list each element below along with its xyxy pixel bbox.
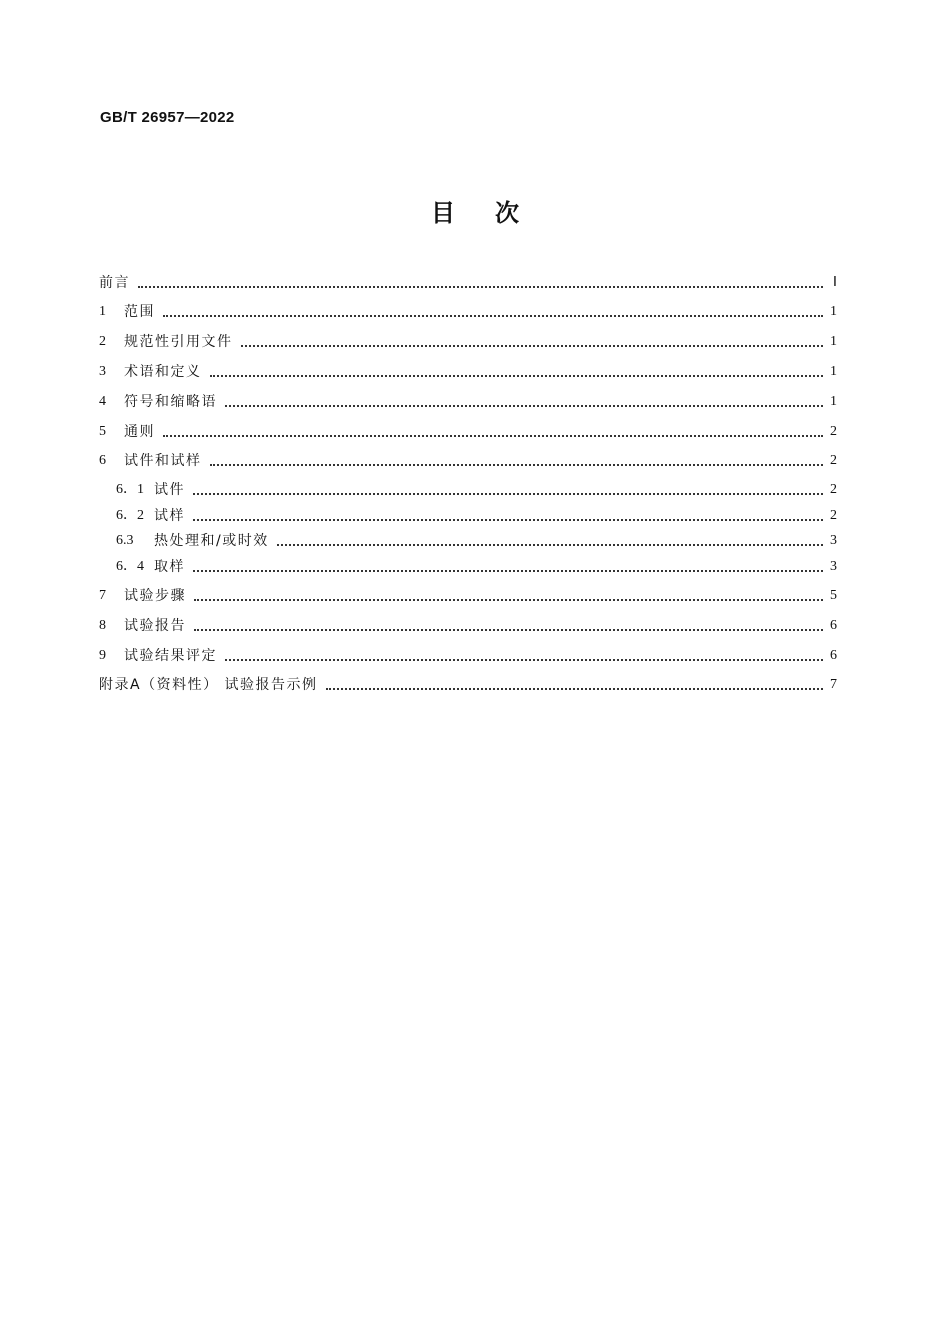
toc-entry-number: 5	[99, 424, 106, 439]
toc-leader-dots	[138, 286, 823, 288]
toc-entry-general[interactable]	[99, 422, 837, 442]
toc-entry-test-procedure[interactable]	[99, 586, 837, 606]
toc-entry-number: 6.3	[116, 533, 134, 548]
toc-entry-label: 热处理和/或时效	[154, 533, 269, 549]
toc-subentry-sampling[interactable]	[116, 557, 837, 577]
toc-subentry-specimen[interactable]	[116, 480, 837, 500]
toc-leader-dots	[193, 493, 823, 495]
toc-entry-symbols-abbreviations[interactable]	[99, 392, 837, 412]
toc-entry-label: 符号和缩略语	[124, 394, 217, 410]
toc-page-number: 2	[830, 424, 837, 439]
toc-entry-label: 范围	[124, 304, 155, 320]
toc-entry-label: 规范性引用文件	[124, 334, 233, 350]
toc-leader-dots	[163, 315, 823, 317]
toc-page-number: 1	[830, 304, 837, 319]
toc-leader-dots	[241, 345, 824, 347]
toc-entry-foreword[interactable]	[99, 273, 837, 293]
toc-page-number: 6	[830, 648, 837, 663]
toc-leader-dots	[193, 570, 823, 572]
standard-code: GB/T 26957—2022	[100, 109, 235, 126]
toc-entry-terms-definitions[interactable]	[99, 362, 837, 382]
toc-page-number: 1	[830, 364, 837, 379]
toc-page-number: 7	[830, 677, 837, 692]
toc-entry-number: 7	[99, 588, 106, 603]
toc-entry-result-evaluation[interactable]	[99, 646, 837, 666]
toc-entry-specimens-samples[interactable]	[99, 451, 837, 471]
toc-entry-scope[interactable]	[99, 302, 837, 322]
table-of-contents	[99, 0, 837, 1344]
toc-entry-label: 试验步骤	[124, 588, 186, 604]
toc-entry-label: 试样	[154, 508, 185, 524]
toc-leader-dots	[326, 688, 823, 690]
toc-entry-annex-a[interactable]	[99, 675, 837, 695]
toc-entry-test-report[interactable]	[99, 616, 837, 636]
toc-entry-number: 1	[99, 304, 106, 319]
toc-entry-label: 前言	[99, 275, 130, 291]
toc-entry-label: 试验报告	[124, 618, 186, 634]
toc-entry-number: 6．4	[116, 559, 144, 574]
toc-page-number: 5	[830, 588, 837, 603]
toc-subentry-heat-treatment[interactable]	[116, 531, 837, 551]
toc-leader-dots	[210, 464, 824, 466]
toc-leader-dots	[194, 599, 823, 601]
toc-entry-label: 通则	[124, 424, 155, 440]
toc-leader-dots	[193, 519, 823, 521]
toc-entry-label: 试验结果评定	[124, 648, 217, 664]
toc-page-number: Ⅰ	[832, 275, 837, 290]
toc-entry-label: 附录A（资料性） 试验报告示例	[99, 677, 318, 693]
toc-page-number: 3	[830, 533, 837, 548]
toc-entry-label: 试件	[154, 482, 185, 498]
toc-page-number: 2	[830, 453, 837, 468]
toc-page-number: 3	[830, 559, 837, 574]
toc-page-number: 2	[830, 508, 837, 523]
toc-page-number: 1	[830, 394, 837, 409]
toc-leader-dots	[277, 544, 823, 546]
toc-title: 目次	[431, 199, 559, 227]
toc-leader-dots	[225, 405, 823, 407]
toc-leader-dots	[163, 435, 823, 437]
toc-entry-label: 试件和试样	[124, 453, 202, 469]
toc-entry-number: 8	[99, 618, 106, 633]
toc-page-number: 6	[830, 618, 837, 633]
toc-subentry-sample[interactable]	[116, 506, 837, 526]
toc-entry-number: 4	[99, 394, 106, 409]
toc-entry-number: 6	[99, 453, 106, 468]
toc-leader-dots	[210, 375, 824, 377]
toc-leader-dots	[194, 629, 823, 631]
toc-entry-number: 2	[99, 334, 106, 349]
toc-leader-dots	[225, 659, 823, 661]
toc-page-number: 1	[830, 334, 837, 349]
toc-entry-normative-references[interactable]	[99, 332, 837, 352]
toc-entry-number: 3	[99, 364, 106, 379]
toc-page-number: 2	[830, 482, 837, 497]
toc-entry-number: 9	[99, 648, 106, 663]
toc-entry-number: 6．2	[116, 508, 144, 523]
toc-entry-label: 取样	[154, 559, 185, 575]
toc-entry-label: 术语和定义	[124, 364, 202, 380]
toc-entry-number: 6．1	[116, 482, 144, 497]
